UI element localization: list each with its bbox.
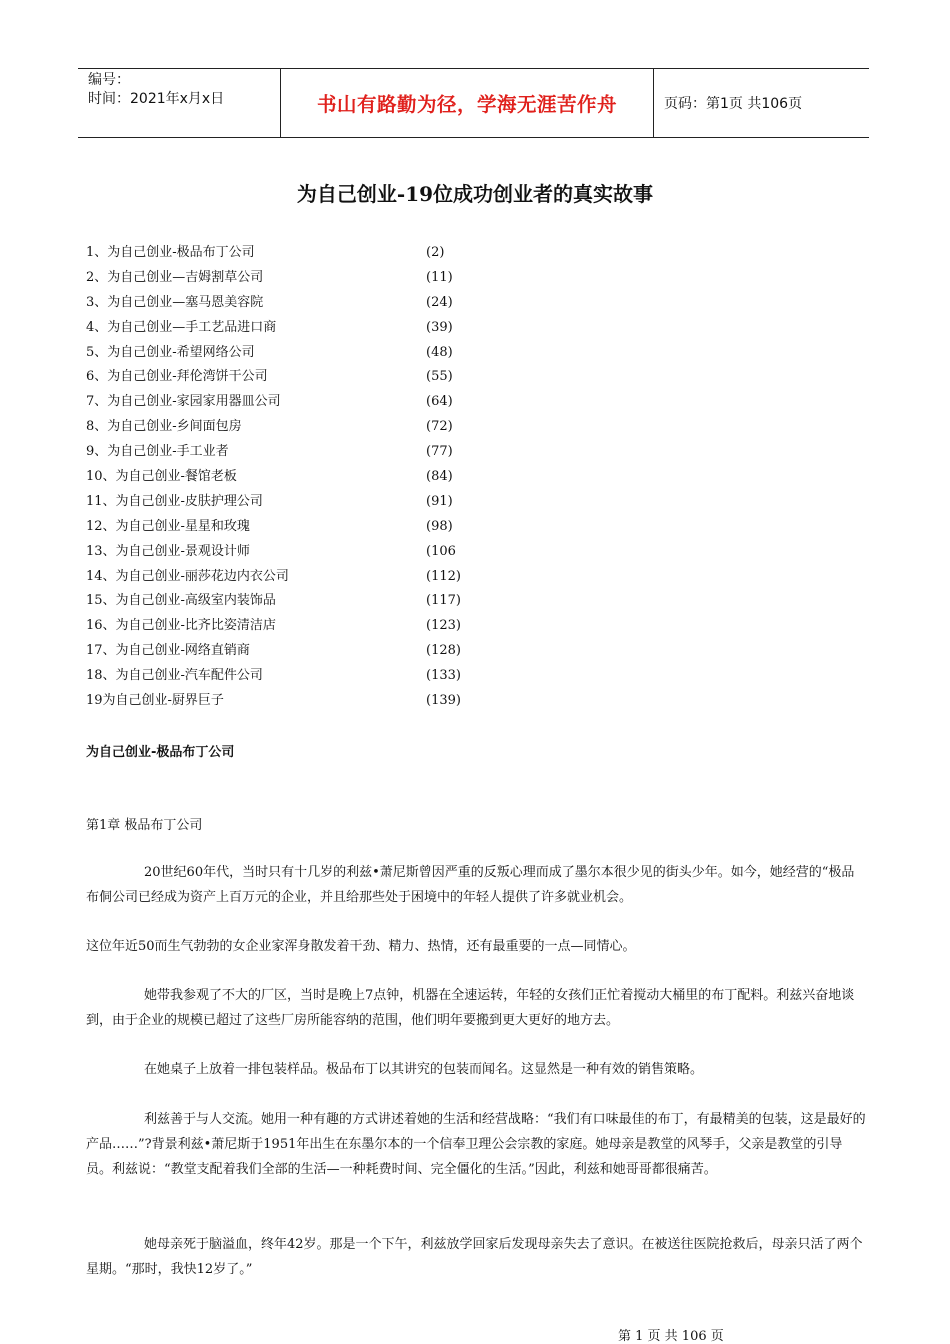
toc-entry-label: 3、为自己创业—塞马恩美容院: [86, 294, 264, 310]
document-header: [78, 68, 869, 138]
document-title: 为自己创业-19位成功创业者的真实故事: [296, 182, 654, 206]
table-of-contents: [86, 243, 586, 716]
paragraph: 她带我参观了不大的厂区，当时是晚上7点钟，机器在全速运转，年轻的女孩们正忙着搅动大桶里的布丁配料。利兹兴奋地谈到，由于企业的规模已超过了这些厂房所能容纳的范围，他们明年要搬到更大更好的地方去。: [86, 988, 855, 1028]
toc-entry: [86, 392, 586, 417]
toc-entry: [86, 467, 586, 492]
toc-entry: [86, 517, 586, 542]
toc-entry: [86, 616, 586, 641]
header-motto-cell: [281, 69, 654, 137]
toc-entry-page: (112): [426, 568, 461, 584]
toc-entry-page: (117): [426, 593, 461, 609]
toc-entry-label: 17、为自己创业-网络直销商: [86, 643, 250, 659]
toc-entry: [86, 343, 586, 368]
toc-entry: [86, 293, 586, 318]
toc-entry: [86, 567, 586, 592]
toc-entry: [86, 417, 586, 442]
toc-entry-page: (128): [426, 643, 461, 659]
toc-entry-label: 10、为自己创业-餐馆老板: [86, 469, 237, 485]
toc-entry-label: 1、为自己创业-极品布丁公司: [86, 245, 255, 260]
toc-entry: [86, 243, 586, 268]
toc-entry: [86, 318, 586, 343]
toc-entry-label: 13、为自己创业-景观设计师: [86, 543, 250, 559]
toc-entry-page: (55): [426, 369, 453, 385]
toc-entry-page: (11): [426, 269, 453, 285]
toc-entry-page: (39): [426, 319, 453, 335]
toc-entry-label: 5、为自己创业-希望网络公司: [86, 344, 255, 360]
toc-entry-page: (123): [426, 618, 461, 634]
toc-entry-label: 9、为自己创业-手工业者: [86, 444, 229, 460]
section-heading: 为自己创业-极品布丁公司: [86, 745, 235, 760]
toc-entry-page: (98): [426, 518, 453, 534]
toc-entry-label: 15、为自己创业-高级室内装饰品: [86, 593, 276, 609]
toc-entry: [86, 442, 586, 467]
serial-label: 编号：: [88, 72, 130, 88]
date-label: 时间：2021年x月x日: [88, 91, 225, 107]
toc-entry: [86, 367, 586, 392]
toc-entry: [86, 492, 586, 517]
toc-entry-label: 6、为自己创业-拜伦湾饼干公司: [86, 369, 268, 385]
toc-entry-label: 8、为自己创业-乡间面包房: [86, 419, 242, 435]
toc-entry-page: (91): [426, 493, 453, 509]
toc-entry-label: 7、为自己创业-家园家用器皿公司: [86, 394, 281, 410]
chapter-title: 第1章 极品布丁公司: [86, 818, 203, 833]
motto: 书山有路勤为径，学海无涯苦作舟: [316, 93, 617, 116]
toc-entry-label: 4、为自己创业—手工艺品进口商: [86, 319, 277, 335]
toc-entry-page: (64): [426, 394, 453, 410]
page-footer: 第 1 页 共 106 页: [618, 1329, 724, 1344]
paragraph: 20世纪60年代，当时只有十几岁的利兹•萧尼斯曾因严重的反叛心理而成了墨尔本很少见的街头少年。如今，她经营的“极品布侗公司已经成为资产上百万元的企业，并且给那些处于困境中的年轻人提供了许多就业机会。: [86, 865, 855, 905]
toc-entry-page: (72): [426, 419, 453, 435]
paragraph: 她母亲死于脑溢血，终年42岁。那是一个下午，利兹放学回家后发现母亲失去了意识。在被送往医院抢救后，母亲只活了两个星期。“那时，我快12岁了。”: [86, 1237, 863, 1277]
toc-entry-page: (139): [426, 693, 461, 709]
toc-entry-page: (48): [426, 344, 453, 360]
toc-entry: [86, 591, 586, 616]
toc-entry-label: 16、为自己创业-比齐比姿清洁店: [86, 618, 276, 634]
paragraph: 利兹善于与人交流。她用一种有趣的方式讲述着她的生活和经营战略：“我们有口味最佳的布丁，有最精美的包装，这是最好的产品……”?背景利兹•萧尼斯于1951年出生在东墨尔本的一个信奉卫理公会宗教的家庭。她母亲是教堂的风琴手，父亲是教堂的引导员。利兹说：“教堂支配着我们全部的生活—一种耗费时间、完全僵化的生活。”因此，利兹和她哥哥都很痛苦。: [86, 1112, 866, 1177]
toc-entry-label: 18、为自己创业-汽车配件公司: [86, 668, 263, 684]
header-meta-cell: [78, 69, 281, 137]
toc-entry-page: (106: [426, 543, 456, 559]
toc-entry-page: (24): [426, 294, 453, 310]
toc-entry-page: (77): [426, 444, 453, 460]
header-page-cell: [654, 69, 869, 137]
toc-entry-page: (2): [426, 245, 445, 260]
toc-entry-label: 12、为自己创业-星星和玫瑰: [86, 518, 250, 534]
toc-entry-label: 14、为自己创业-丽莎花边内衣公司: [86, 568, 289, 584]
toc-entry-page: (133): [426, 668, 461, 684]
toc-entry: [86, 666, 586, 691]
toc-entry-label: 11、为自己创业-皮肤护理公司: [86, 493, 263, 509]
toc-entry: [86, 542, 586, 567]
toc-entry-label: 19为自己创业-厨界巨子: [86, 693, 224, 709]
toc-entry: [86, 268, 586, 293]
paragraph: 在她桌子上放着一排包装样品。极品布丁以其讲究的包装而闻名。这显然是一种有效的销售策略。: [144, 1062, 704, 1077]
toc-entry: [86, 691, 586, 716]
toc-entry-page: (84): [426, 469, 453, 485]
toc-entry: [86, 641, 586, 666]
toc-entry-label: 2、为自己创业—吉姆割草公司: [86, 269, 264, 285]
page-info: 页码：第1页 共106页: [664, 96, 803, 112]
paragraph: 这位年近50而生气勃勃的女企业家浑身散发着干劲、精力、热情，还有最重要的一点—同情心。: [86, 939, 636, 954]
